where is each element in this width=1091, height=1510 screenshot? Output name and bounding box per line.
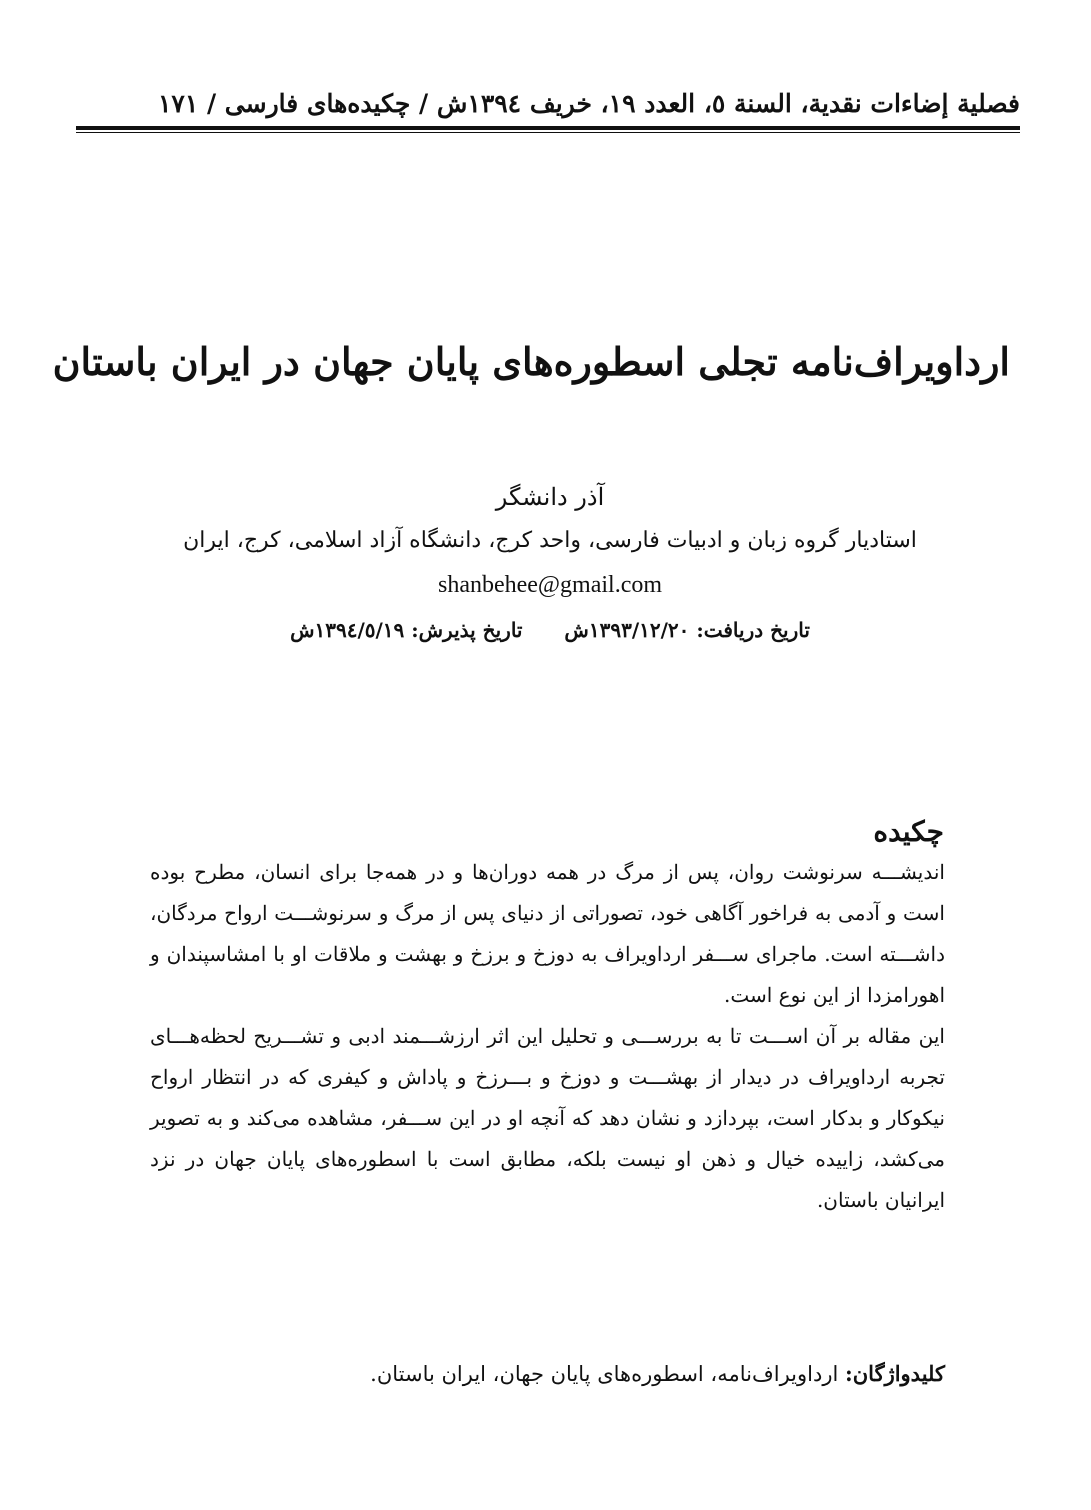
article-title: ارداویراف‌نامه تجلی اسطوره‌های پایان جهان در ایران باستان [52, 339, 1010, 384]
keywords-label: کلیدواژگان: [845, 1361, 945, 1386]
author-email: shanbehee@gmail.com [437, 572, 663, 598]
received-date: تاریخ دریافت: ١٣٩٣/١٢/٢٠ش [564, 618, 810, 642]
keywords-text: ارداویراف‌نامه، اسطوره‌های پایان جهان، ایران باستان. [370, 1362, 839, 1386]
author-name: آذر دانشگر [495, 483, 605, 511]
running-head: فصلیة إضاءات نقدیة، السنة ٥، العدد ١٩، خریف ١٣٩٤ش / چکیده‌های فارسی / ١٧١ [157, 89, 1020, 118]
author-affiliation: استادیار گروه زبان و ادبیات فارسی، واحد کرج، دانشگاه آزاد اسلامی، کرج، ایران [183, 528, 917, 553]
header-rule-thick [76, 126, 1020, 130]
keywords [150, 1352, 945, 1396]
accepted-date: تاریخ پذیرش: ١٣٩٤/٥/١٩ش [290, 618, 523, 642]
header-rule-thin [76, 132, 1020, 133]
article-dates [200, 608, 900, 652]
abstract-heading: چکیده [873, 815, 944, 848]
author-block [100, 475, 1000, 607]
abstract-body [150, 852, 945, 1221]
abstract-paragraph: این مقاله بر آن اســـت تا به بررســـی و تحلیل این اثر ارزشـــمند ادبی و تشـــریح لحظه‌هـــای تجربه ارداویراف در دیدار از بهشـــت و دوزخ و بـــرزخ و پاداش و کیفری که در انتظار ارواح نیکوکار و بدکار است، بپردازد و نشان دهد که آنچه او در این ســـفر، مشاهده می‌کند و به تصویر می‌کشد، زاییده خیال و ذهن او نیست بلکه، مطابق است با اسطوره‌های پایان جهان در نزد ایرانیان باستان. [150, 1024, 945, 1212]
abstract-paragraph: اندیشـــه سرنوشت روان، پس از مرگ در همه دوران‌ها و در همه‌جا برای انسان، مطرح بوده است و آدمی به فراخور آگاهی خود، تصوراتی از دنیای پس از مرگ و سرنوشـــت ارواح مردگان، داشـــته است. ماجرای ســـفر ارداویراف به دوزخ و برزخ و بهشت و ملاقات او با امشاسپندان و اهورامزدا از این نوع است. [150, 860, 945, 1007]
